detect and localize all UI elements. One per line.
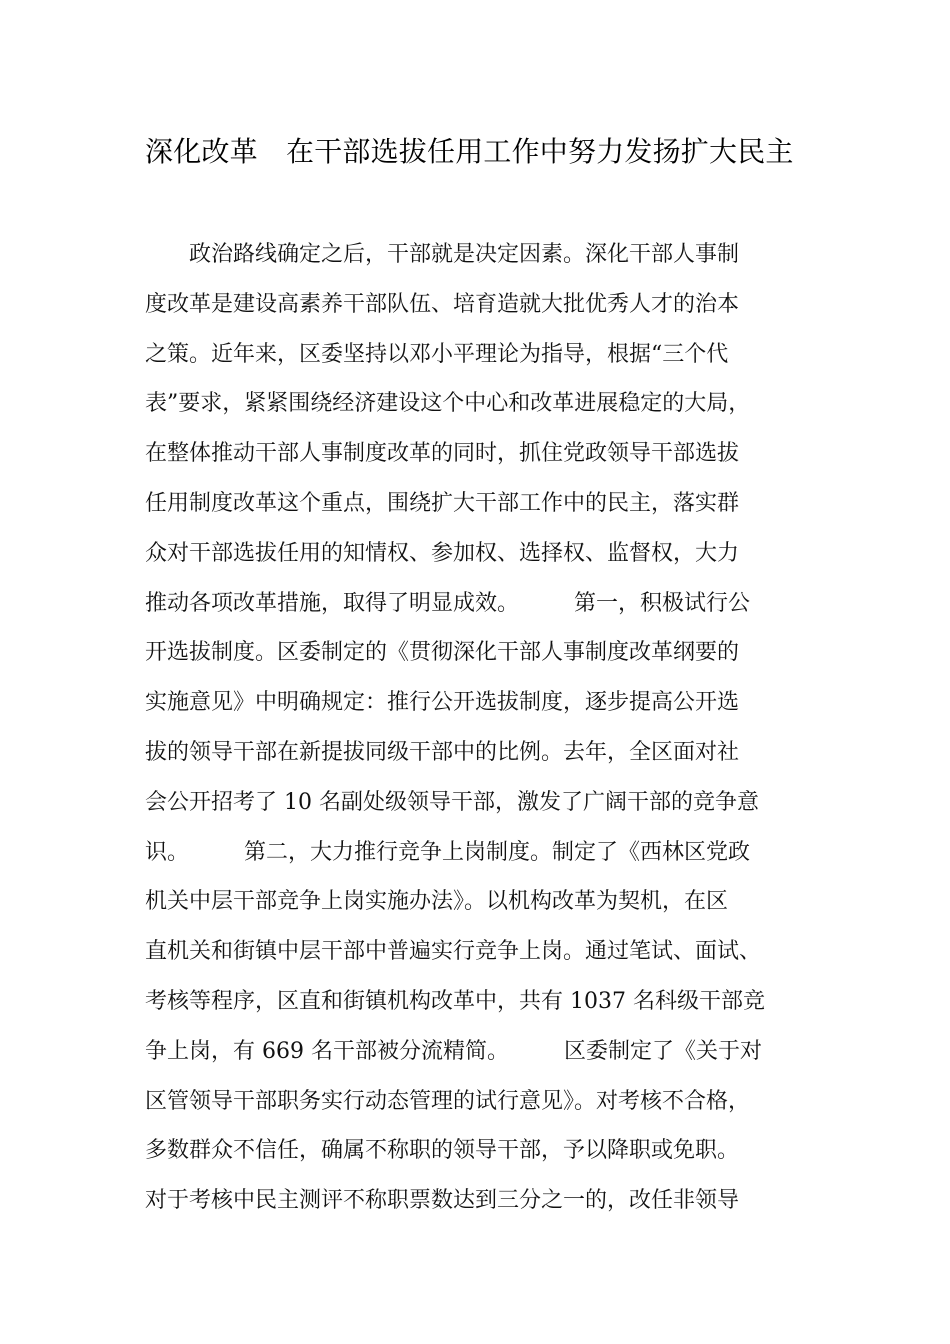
- body-line: 争上岗，有 669 名干部被分流精简。 区委制定了《关于对: [145, 1038, 762, 1064]
- body-line: 众对干部选拔任用的知情权、参加权、选择权、监督权，大力: [145, 540, 740, 566]
- document-body: [145, 230, 835, 1226]
- body-line: 区管领导干部职务实行动态管理的试行意见》。对考核不合格，: [145, 1088, 751, 1114]
- body-line: 政治路线确定之后，干部就是决定因素。深化干部人事制: [145, 242, 740, 267]
- body-line: 识。 第二，大力推行竞争上岗制度。制定了《西林区党政: [145, 839, 751, 865]
- body-line: 多数群众不信任，确属不称职的领导干部，予以降职或免职。: [145, 1138, 740, 1164]
- body-line: 实施意见》中明确规定：推行公开选拔制度，逐步提高公开选: [145, 690, 740, 716]
- document-title: 深化改革 在干部选拔任用工作中努力发扬扩大民主: [145, 135, 794, 168]
- body-line: 之策。近年来，区委坚持以邓小平理论为指导，根据“三个代: [145, 341, 729, 367]
- body-line: 表”要求，紧紧围绕经济建设这个中心和改革进展稳定的大局，: [145, 391, 751, 417]
- body-line: 在整体推动干部人事制度改革的同时，抓住党政领导干部选拔: [145, 441, 740, 467]
- body-line: 直机关和街镇中层干部中普遍实行竞争上岗。通过笔试、面试、: [145, 939, 762, 965]
- body-line: 开选拔制度。区委制定的《贯彻深化干部人事制度改革纲要的: [145, 640, 740, 666]
- body-line: 机关中层干部竞争上岗实施办法》。以机构改革为契机，在区: [145, 889, 729, 915]
- body-line: 度改革是建设高素养干部队伍、培育造就大批优秀人才的治本: [145, 291, 740, 317]
- body-line: 任用制度改革这个重点，围绕扩大干部工作中的民主，落实群: [145, 490, 740, 516]
- body-line: 考核等程序，区直和街镇机构改革中，共有 1037 名科级干部竞: [145, 988, 765, 1014]
- body-line: 会公开招考了 10 名副处级领导干部，激发了广阔干部的竞争意: [145, 789, 759, 815]
- body-line: 推动各项改革措施，取得了明显成效。 第一，积极试行公: [145, 590, 751, 616]
- body-line: 对于考核中民主测评不称职票数达到三分之一的，改任非领导: [145, 1188, 740, 1214]
- body-line: 拔的领导干部在新提拔同级干部中的比例。去年，全区面对社: [145, 739, 740, 765]
